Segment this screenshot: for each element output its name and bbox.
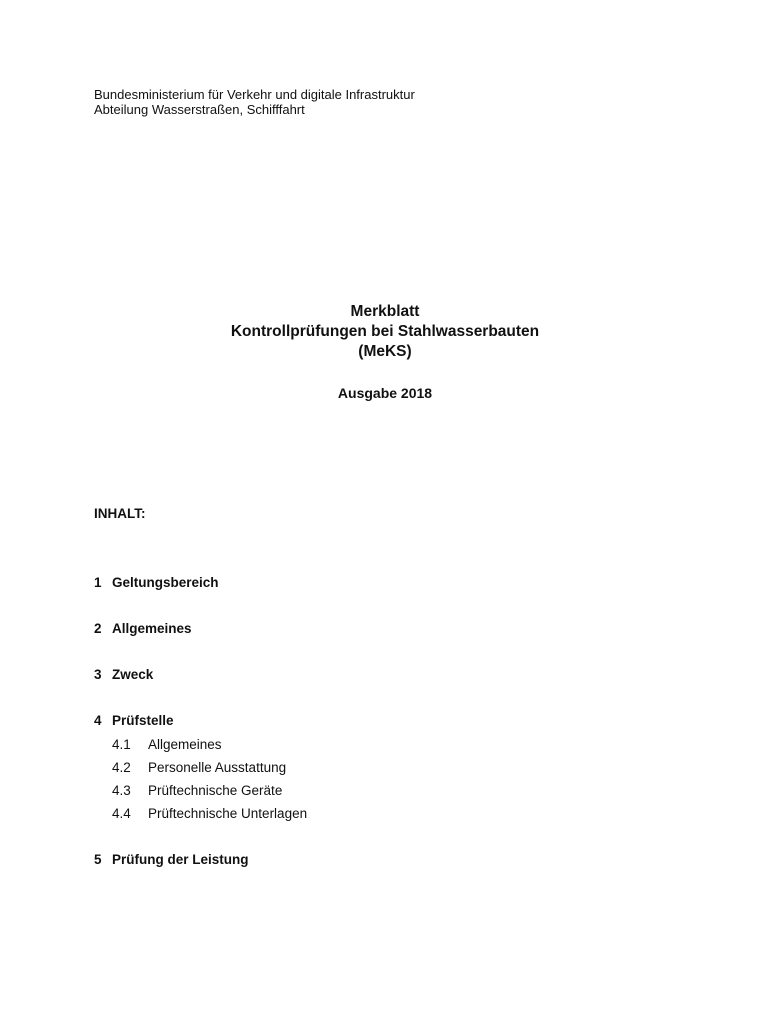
toc-item (94, 667, 153, 683)
toc-item-number: 1 (94, 575, 102, 590)
toc-subitem-number: 4.2 (112, 760, 131, 775)
toc-heading: INHALT: (94, 506, 146, 521)
toc-subitem-label: Personelle Ausstattung (148, 760, 287, 775)
toc-item-label: Prüfstelle (112, 713, 174, 728)
toc-subitem (112, 806, 307, 822)
toc-subitem-label: Prüftechnische Geräte (148, 783, 283, 798)
toc-subitem (112, 760, 286, 776)
issuer-header (94, 87, 415, 117)
toc-item-label: Allgemeines (112, 621, 192, 636)
toc-subitem-number: 4.4 (112, 806, 131, 821)
document-title (0, 302, 770, 402)
toc-subitem-label: Prüftechnische Unterlagen (148, 806, 308, 821)
title-line-1: Merkblatt (350, 303, 420, 320)
toc-item (94, 852, 249, 868)
toc-subitem-number: 4.3 (112, 783, 131, 798)
ministry-name: Bundesministerium für Verkehr und digitale Infrastruktur (94, 87, 415, 102)
toc-item-number: 4 (94, 713, 102, 728)
toc-item-number: 2 (94, 621, 102, 636)
toc-item (94, 621, 192, 637)
toc-subitem-number: 4.1 (112, 737, 131, 752)
toc-subitem (112, 737, 222, 753)
toc-item-label: Zweck (112, 667, 154, 682)
edition-label: Ausgabe 2018 (337, 385, 433, 401)
title-line-2: Kontrollprüfungen bei Stahlwasserbauten (230, 323, 540, 340)
toc-item-label: Prüfung der Leistung (112, 852, 249, 867)
toc-item-number: 3 (94, 667, 102, 682)
toc-item (94, 575, 219, 591)
title-line-3: (MeKS) (358, 343, 412, 360)
toc-subitem (112, 783, 282, 799)
toc-item-label: Geltungsbereich (112, 575, 219, 590)
toc-item (94, 713, 174, 729)
toc-item-number: 5 (94, 852, 102, 867)
department-name: Abteilung Wasserstraßen, Schifffahrt (94, 102, 305, 117)
toc-subitem-label: Allgemeines (148, 737, 222, 752)
